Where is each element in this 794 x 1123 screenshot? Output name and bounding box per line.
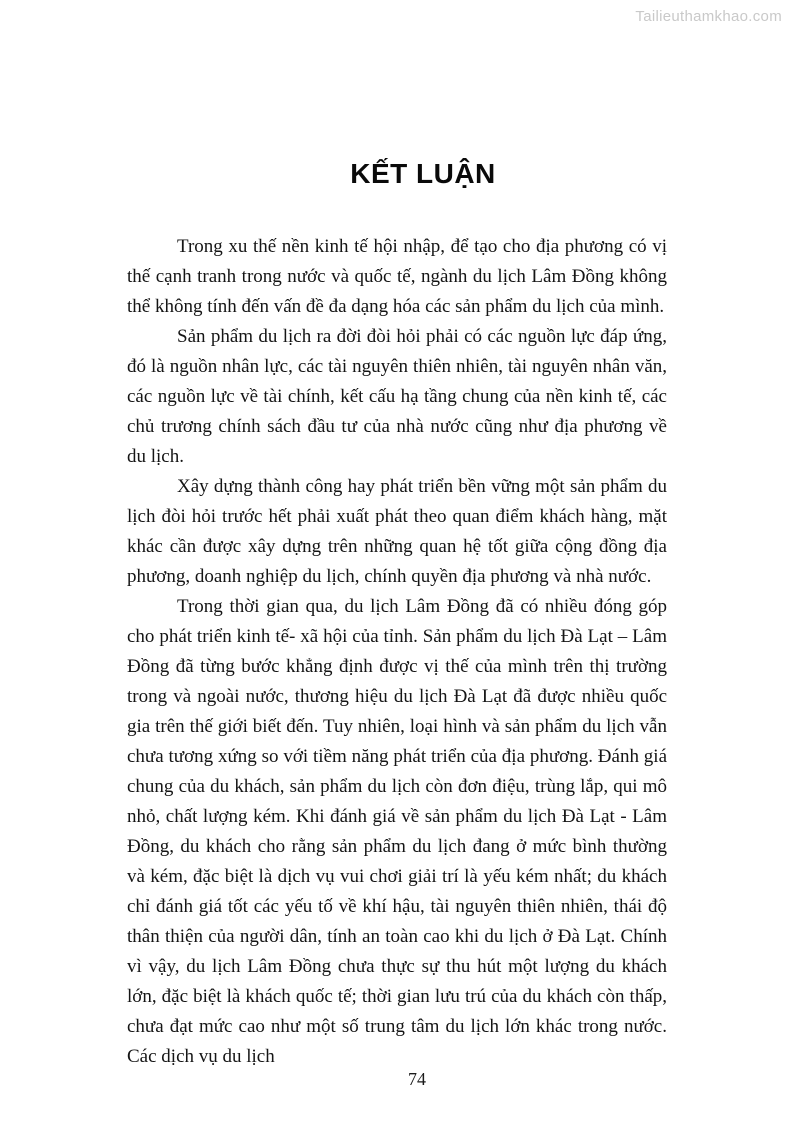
page-number: 74 bbox=[408, 1069, 426, 1089]
paragraph: Trong thời gian qua, du lịch Lâm Đồng đã có nhiều đóng góp cho phát triển kinh tế- xã hội của tỉnh. Sản phẩm du lịch Đà Lạt – Lâm Đồng đã từng bước khẳng định được vị thế của mình trên thị trường trong và ngoài nước, thương hiệu du lịch Đà Lạt đã được nhiều quốc gia trên thế giới biết đến. Tuy nhiên, loại hình và sản phẩm du lịch vẫn chưa tương xứng so với tiềm năng phát triển của địa phương. Đánh giá chung của du khách, sản phẩm du lịch còn đơn điệu, trùng lắp, qui mô nhỏ, chất lượng kém. Khi đánh giá về sản phẩm du lịch Đà Lạt - Lâm Đồng, du khách cho rằng sản phẩm du lịch đang ở mức bình thường và kém, đặc biệt là dịch vụ vui chơi giải trí là yếu kém nhất; du khách chỉ đánh giá tốt các yếu tố về khí hậu, tài nguyên thiên nhiên, thái độ thân thiện của người dân, tính an toàn cao khi du lịch ở Đà Lạt. Chính vì vậy, du lịch Lâm Đồng chưa thực sự thu hút một lượng du khách lớn, đặc biệt là khách quốc tế; thời gian lưu trú của du khách còn thấp, chưa đạt mức cao như một số trung tâm du lịch lớn khác trong nước. Các dịch vụ du lịch bbox=[127, 596, 667, 1067]
paragraph: Sản phẩm du lịch ra đời đòi hỏi phải có các nguồn lực đáp ứng, đó là nguồn nhân lực, các tài nguyên thiên nhiên, tài nguyên nhân văn, các nguồn lực về tài chính, kết cấu hạ tầng chung của nền kinh tế, các chủ trương chính sách đầu tư của nhà nước cũng như địa phương về du lịch. bbox=[127, 326, 667, 467]
document-body bbox=[127, 232, 667, 1072]
page-title: KẾT LUẬN bbox=[350, 158, 496, 189]
paragraph: Xây dựng thành công hay phát triển bền vững một sản phẩm du lịch đòi hỏi trước hết phải xuất phát theo quan điểm khách hàng, mặt khác cần được xây dựng trên những quan hệ tốt giữa cộng đồng địa phương, doanh nghiệp du lịch, chính quyền địa phương và nhà nước. bbox=[127, 476, 667, 587]
watermark: Tailieuthamkhao.com bbox=[635, 8, 782, 25]
paragraph: Trong xu thế nền kinh tế hội nhập, để tạo cho địa phương có vị thế cạnh tranh trong nước và quốc tế, ngành du lịch Lâm Đồng không thể không tính đến vấn đề đa dạng hóa các sản phẩm du lịch của mình. bbox=[127, 236, 667, 317]
